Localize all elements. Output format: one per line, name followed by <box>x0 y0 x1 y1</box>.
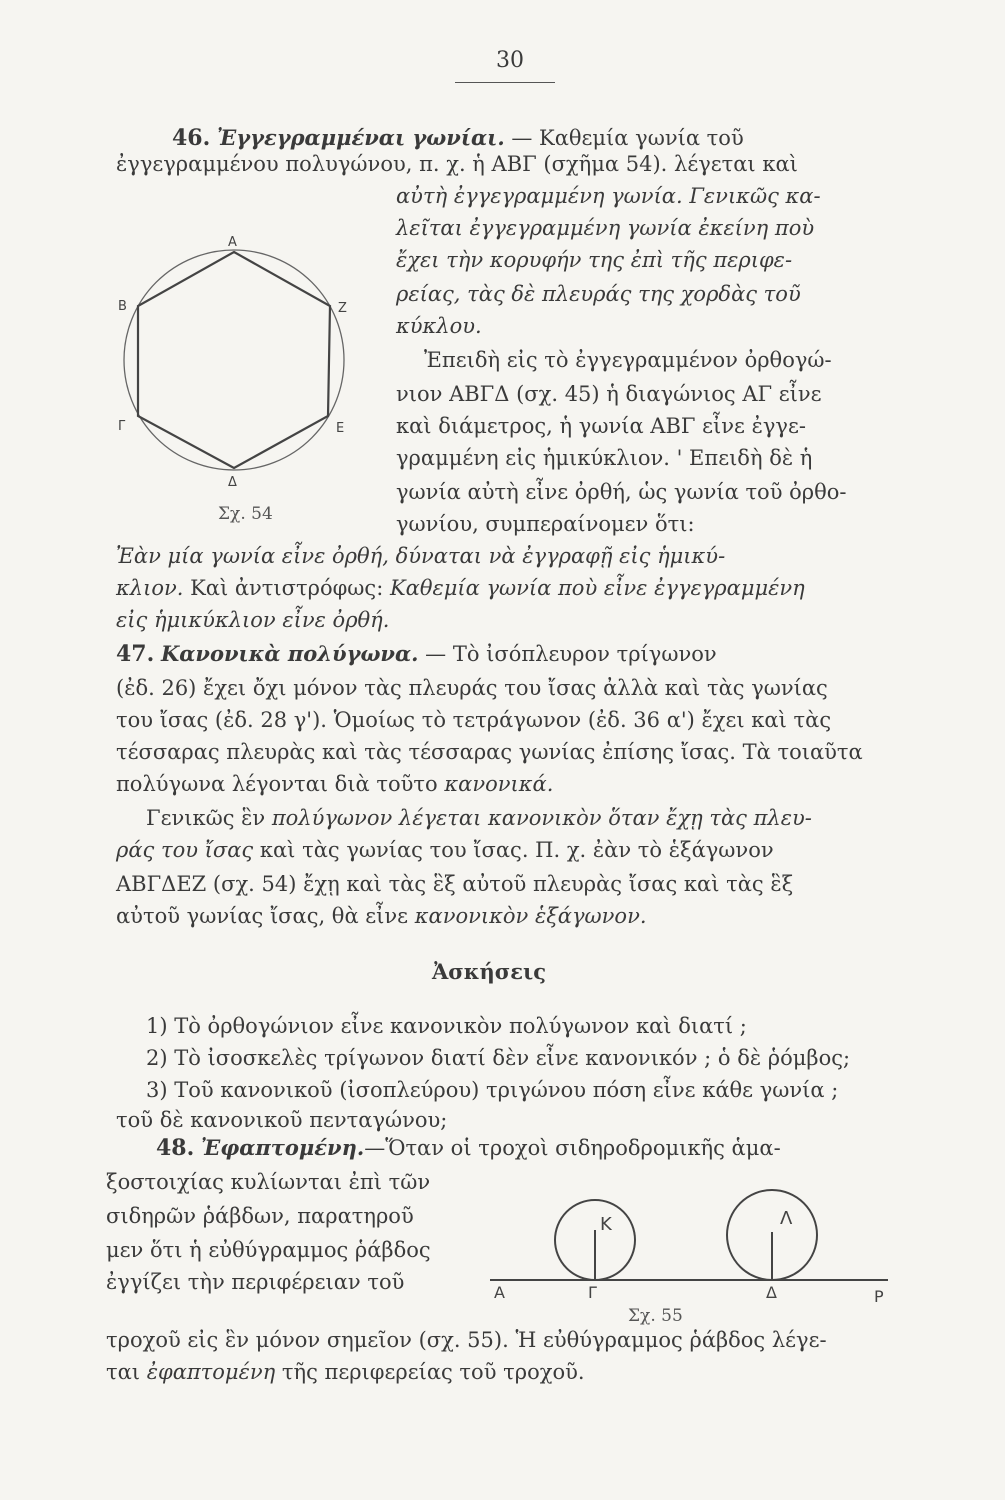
sec47-line-9 <box>116 902 647 930</box>
fig55-caption: Σχ. 55 <box>628 1306 683 1326</box>
sec46-line-7: κύκλου. <box>396 314 482 338</box>
sec47-line-4: τέσσαρας πλευρὰς καὶ τὰς τέσσαρας γωνίας ἐπίσης ἴσας. Τὰ τοιαῦτα <box>116 740 863 764</box>
sec48-line-7-a: ται <box>106 1360 147 1384</box>
sec47-title: Κανονικὰ πολύγωνα. <box>160 641 419 666</box>
sec47-line-7 <box>116 836 774 864</box>
fig54-label-z: Ζ <box>338 301 347 316</box>
sec47-line-1 <box>116 640 717 668</box>
sec46-line-13: γωνίου, συμπεραίνομεν ὅτι: <box>396 512 695 536</box>
sec47-line-7-b: καὶ τὰς γωνίας του ἴσας. Π. χ. ἐὰν τὸ ἑξάγωνον <box>253 838 774 862</box>
sec46-title: Ἐγγεγραμμέναι γωνίαι. <box>216 125 505 150</box>
fig54-label-e: Ε <box>336 421 345 436</box>
exercise-3-cont: τοῦ δὲ κανονικοῦ πενταγώνου; <box>116 1108 448 1132</box>
exercise-2: 2) Τὸ ἰσοσκελὲς τρίγωνον διατί δὲν εἶνε κανονικόν ; ὁ δὲ ῥόμβος; <box>146 1046 851 1070</box>
sec47-line-6-b: πολύγωνον λέγεται κανονικὸν ὅταν ἔχῃ τὰς πλευ- <box>271 806 812 830</box>
sec47-line-1-rest: — Τὸ ἰσόπλευρον τρίγωνον <box>425 642 717 666</box>
sec46-line-8: Ἐπειδὴ εἰς τὸ ἐγγεγραμμένον ὀρθογώ- <box>424 348 832 372</box>
sec47-line-2: (ἐδ. 26) ἔχει ὄχι μόνον τὰς πλευράς του ἴσας ἀλλὰ καὶ τὰς γωνίας <box>116 676 828 700</box>
sec47-line-9-a: αὐτοῦ γωνίας ἴσας, θὰ εἶνε <box>116 904 415 928</box>
sec47-line-5-b: κανονικά. <box>444 772 554 796</box>
sec47-line-6 <box>146 804 812 832</box>
sec47-line-7-a: ράς του ἴσας <box>116 838 254 862</box>
sec46-line-2: ἐγγεγραμμένου πολυγώνου, π. χ. ἡ ΑΒΓ (σχῆμα 54). λέγεται καὶ <box>116 152 798 176</box>
sec48-line-6: τροχοῦ εἰς ἓν μόνον σημεῖον (σχ. 55). Ἡ εὐθύγραμμος ῥάβδος λέγε- <box>106 1328 827 1352</box>
sec46-number: 46. <box>172 125 211 151</box>
sec46-line-14: Ἐὰν μία γωνία εἶνε ὀρθή, δύναται νὰ ἐγγραφῇ εἰς ἡμικύ- <box>116 544 726 568</box>
sec46-line-9: νιον ΑΒΓΔ (σχ. 45) ἡ διαγώνιος ΑΓ εἶνε <box>396 382 822 406</box>
sec47-line-3: του ἴσας (ἐδ. 28 γ'). Ὁμοίως τὸ τετράγωνον (ἐδ. 36 α') ἔχει καὶ τὰς <box>116 708 832 732</box>
figure-55 <box>490 1120 890 1310</box>
sec46-line-5: ἔχει τὴν κορυφήν της ἐπὶ τῆς περιφε- <box>396 248 793 272</box>
fig54-label-a: Α <box>228 235 237 250</box>
sec48-line-7 <box>106 1358 585 1386</box>
sec46-line-15-c: Καθεμία γωνία ποὺ εἶνε ἐγγεγραμμένη <box>389 576 805 600</box>
fig55-label-l: Λ <box>780 1208 793 1229</box>
sec46-line-12: γωνία αὐτὴ εἶνε ὀρθή, ὡς γωνία τοῦ ὀρθο- <box>396 480 847 504</box>
sec47-number: 47. <box>116 641 155 667</box>
sec46-line-15-b: Καὶ ἀντιστρόφως: <box>183 576 390 600</box>
sec48-line-3: σιδηρῶν ῥάβδων, παρατηροῦ <box>106 1204 414 1228</box>
fig54-label-d: Δ <box>228 475 237 490</box>
sec46-line-1-rest: — Καθεμία γωνία τοῦ <box>511 126 744 150</box>
sec46-line-16: εἰς ἡμικύκλιον εἶνε ὀρθή. <box>116 608 390 632</box>
sec46-line-15 <box>116 574 805 602</box>
sec46-line-11: γραμμένη εἰς ἡμικύκλιον. ' Επειδὴ δὲ ἡ <box>396 446 813 470</box>
sec46-line-3: αὐτὴ ἐγγεγραμμένη γωνία. Γενικῶς κα- <box>396 184 821 208</box>
sec47-line-6-a: Γενικῶς ἓν <box>146 806 272 830</box>
fig55-label-d: Δ <box>766 1283 777 1302</box>
sec48-line-4: μεν ὅτι ἡ εὐθύγραμμος ῥάβδος <box>106 1238 431 1262</box>
sec46-line-6: ρείας, τὰς δὲ πλευράς της χορδὰς τοῦ <box>396 282 801 306</box>
page-number-rule <box>455 82 555 83</box>
sec48-line-7-c: τῆς περιφερείας τοῦ τροχοῦ. <box>275 1360 585 1384</box>
fig54-label-g: Γ <box>118 419 126 434</box>
fig54-caption: Σχ. 54 <box>218 504 273 524</box>
figure-54 <box>116 235 356 490</box>
fig55-label-a: Α <box>494 1283 505 1302</box>
sec48-line-7-b: ἐφαπτομένη <box>146 1360 276 1384</box>
sec47-line-5 <box>116 770 553 798</box>
sec46-line-15-a: κλιον. <box>116 576 184 600</box>
fig54-label-b: Β <box>118 299 127 314</box>
sec48-number: 48. <box>156 1135 195 1161</box>
sec46-line-10: καὶ διάμετρος, ἡ γωνία ΑΒΓ εἶνε ἐγγε- <box>396 414 806 438</box>
exercise-3: 3) Τοῦ κανονικοῦ (ἰσοπλεύρου) τριγώνου πόση εἶνε κάθε γωνία ; <box>146 1078 839 1102</box>
sec46-line-4: λεῖται ἐγγεγραμμένη γωνία ἐκείνη ποὺ <box>396 216 815 240</box>
fig55-label-g: Γ <box>588 1283 597 1302</box>
sec47-line-9-b: κανονικὸν ἑξάγωνον. <box>414 904 647 928</box>
sec47-line-8: ΑΒΓΔΕΖ (σχ. 54) ἔχῃ καὶ τὰς ἓξ αὐτοῦ πλευρὰς ἴσας καὶ τὰς ἓξ <box>116 872 794 896</box>
sec48-line-1-rest: —Ὅταν οἱ τροχοὶ σιδηροδρομικῆς ἁμα- <box>364 1136 781 1160</box>
page-number: 30 <box>496 48 524 73</box>
sec48-line-5: ἐγγίζει τὴν περιφέρειαν τοῦ <box>106 1270 405 1294</box>
fig55-label-k: Κ <box>600 1214 612 1235</box>
sec48-title: Ἐφαπτομένη. <box>200 1135 365 1160</box>
fig55-label-p: Ρ <box>874 1287 884 1306</box>
fig54-circle <box>124 250 344 470</box>
fig54-hexagon <box>138 252 330 468</box>
sec46-line-1 <box>172 124 744 152</box>
sec48-line-2: ξοστοιχίας κυλίωνται ἐπὶ τῶν <box>106 1170 431 1194</box>
exercises-title: Ἀσκήσεις <box>432 959 546 984</box>
sec47-line-5-a: πολύγωνα λέγονται διὰ τοῦτο <box>116 772 445 796</box>
exercise-1: 1) Τὸ ὀρθογώνιον εἶνε κανονικὸν πολύγωνον καὶ διατί ; <box>146 1014 747 1038</box>
